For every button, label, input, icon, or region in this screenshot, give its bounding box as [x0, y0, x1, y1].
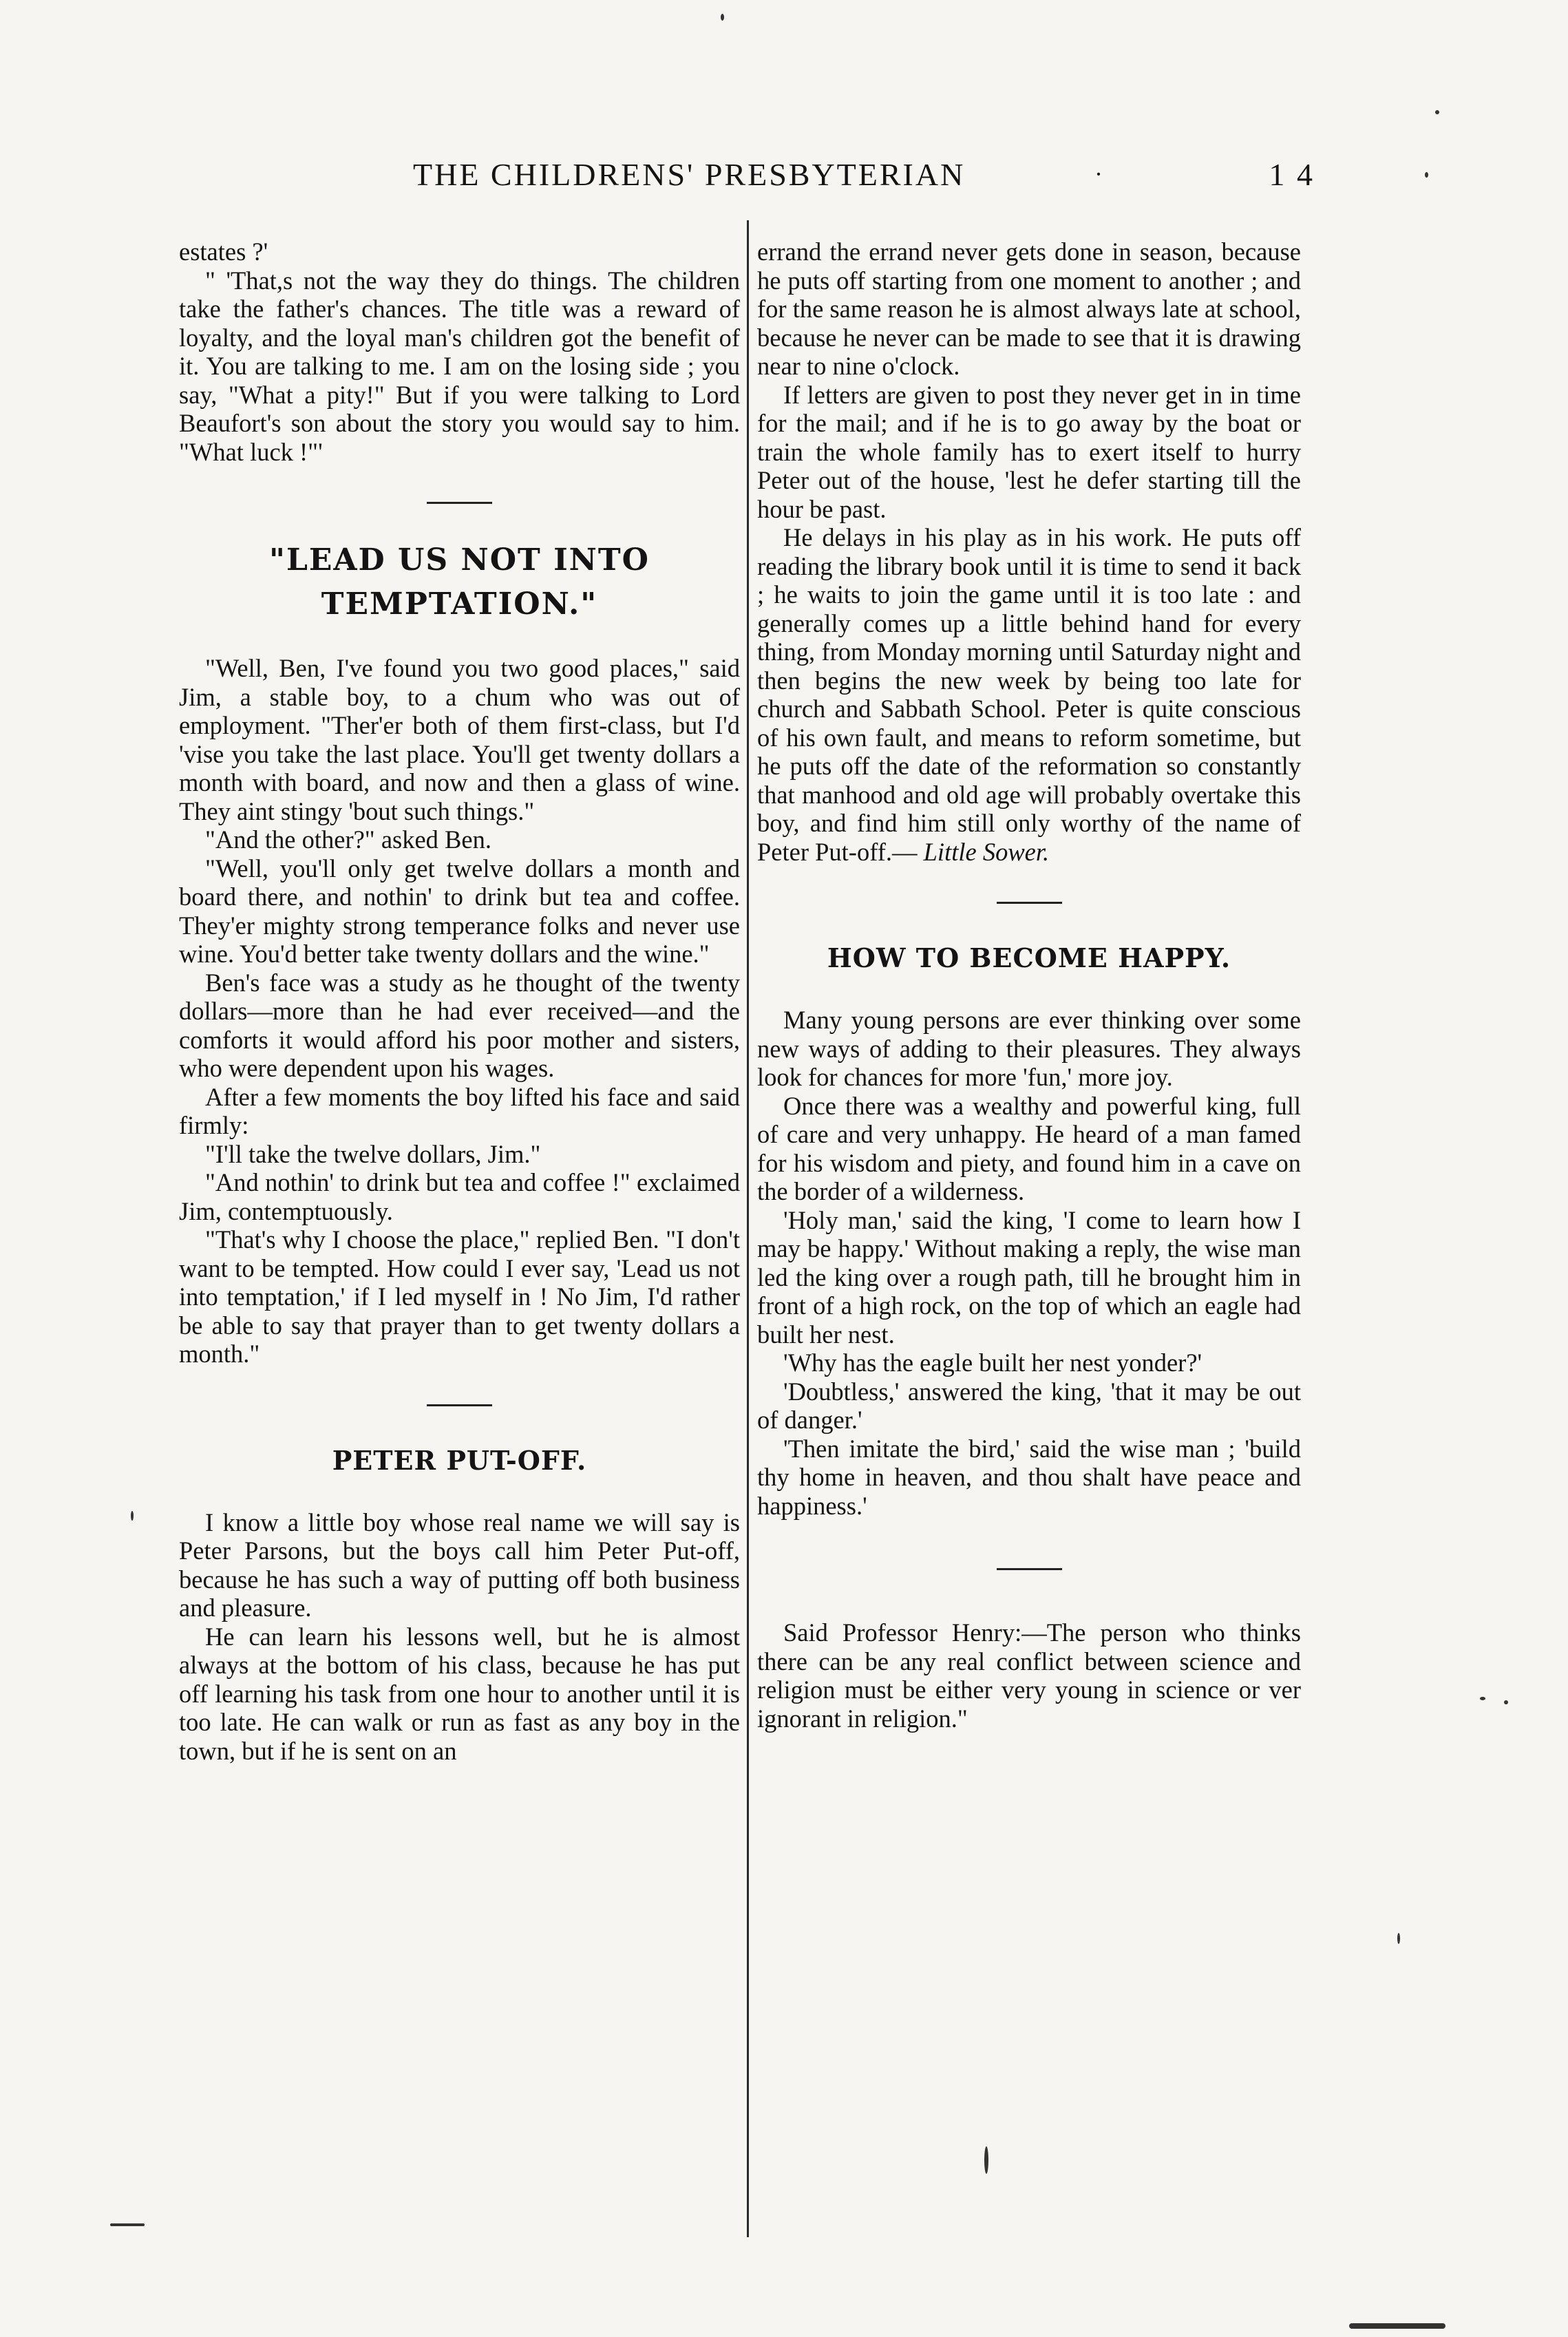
right-column	[757, 237, 1301, 1733]
page-header	[413, 150, 1315, 198]
section-separator	[997, 902, 1062, 904]
paragraph: 'Holy man,' said the king, 'I come to learn how I may be happy.' Without making a reply, the wise man led the king over a rough path, till he brought him in front of a high rock, on the top of which an eagle had built her nest.	[757, 1205, 1301, 1349]
paragraph: "And the other?" asked Ben.	[205, 825, 491, 854]
paragraph	[757, 523, 1301, 866]
header-dot: ·	[1094, 160, 1105, 188]
paragraph: " 'That,s not the way they do things. The children take the father's chances. The title was a reward of loyalty, and the loyal man's children got the benefit of it. You are talking to me. I am on the losing side ; you say, "What a pity!" But if you were talking to Lord Beaufort's son about the story you would say to him. "What luck !"'	[179, 266, 740, 466]
quotation: Said Professor Henry:—The person who thinks there can be any real conflict between science and religion must be either very young in science or ver ignorant in religion."	[757, 1618, 1301, 1733]
paragraph: Once there was a wealthy and powerful king, full of care and very unhappy. He heard of a man famed for his wisdom and piety, and found him in a cave on the border of a wilderness.	[757, 1091, 1301, 1205]
paragraph: "Well, Ben, I've found you two good places," said Jim, a stable boy, to a chum who was out of employment. "Ther'er both of them first-class, but I'd 'vise you take the last place. You'll get twenty dollars a month with board, and now and then a glass of wine. They aint stingy 'bout such things."	[179, 654, 740, 825]
paragraph: 'Doubtless,' answered the king, 'that it may be out of danger.'	[757, 1377, 1301, 1434]
paragraph: Ben's face was a study as he thought of the twenty dollars—more than he had ever received—and the comforts it would afford his poor mother and sisters, who were dependent upon his wages.	[179, 968, 740, 1082]
column-divider	[747, 220, 749, 2237]
section-separator	[427, 502, 492, 504]
paragraph: He can learn his lessons well, but he is almost always at the bottom of his class, because he has put off learning his task from one hour to another until it is too late. He can walk or run as fast as any boy in the town, but if he is sent on an	[179, 1622, 740, 1765]
paragraph: Many young persons are ever thinking over some new ways of adding to their pleasures. They always look for chances for more 'fun,' more joy.	[757, 1006, 1301, 1091]
story-title-how-to-become-happy: HOW TO BECOME HAPPY.	[827, 942, 1231, 973]
section-separator	[997, 1568, 1062, 1570]
paragraph: errand the errand never gets done in season, because he puts off starting from one moment to another ; and for the same reason he is almost always late at school, because he never can be made to see that it is drawing near to nine o'clock.	[757, 237, 1301, 380]
paragraph-text: He delays in his play as in his work. He puts off reading the library book until it is time to send it back ; he waits to join the game until it is too late : and generally comes up a little behind hand for every thing, from Monday morning until Saturday night and then begins the new week by being too late for church and Sabbath School. Peter is quite conscious of his own fault, and means to reform sometime, but he puts off the date of the reformation so constantly that manhood and old age will probably overtake this boy, and find him still only worthy of the name of Peter Put-off.—	[757, 523, 1301, 866]
page-number: 1 4	[1269, 156, 1315, 192]
publication-title: THE CHILDRENS' PRESBYTERIAN	[413, 156, 966, 192]
left-column	[179, 237, 740, 1765]
paragraph: "I'll take the twelve dollars, Jim."	[205, 1139, 541, 1168]
paragraph: "Well, you'll only get twelve dollars a month and board there, and nothin' to drink but tea and coffee. They'er mighty strong temperance folks and never use wine. You'd better take twenty dollars and the wine."	[179, 854, 740, 968]
paragraph: 'Then imitate the bird,' said the wise man ; 'build thy home in heaven, and thou shalt have peace and happiness.'	[757, 1434, 1301, 1520]
paragraph: After a few moments the boy lifted his face and said firmly:	[179, 1082, 740, 1139]
paragraph: estates ?'	[179, 237, 268, 266]
paragraph: "And nothin' to drink but tea and coffee !" exclaimed Jim, contemptuously.	[179, 1168, 740, 1225]
section-separator	[427, 1404, 492, 1406]
paragraph: "That's why I choose the place," replied Ben. "I don't want to be tempted. How could I ever say, 'Lead us not into temptation,' if I led myself in ! No Jim, I'd rather be able to say that prayer than to get twenty dollars a month."	[179, 1225, 740, 1368]
paragraph: I know a little boy whose real name we will say is Peter Parsons, but the boys call him Peter Put-off, because he has such a way of putting off both business and pleasure.	[179, 1508, 740, 1622]
source-attribution: Little Sower.	[923, 837, 1050, 866]
story-title-peter-put-off: PETER PUT-OFF.	[332, 1444, 587, 1476]
story-title-temptation: "LEAD US NOT INTO TEMPTATION."	[269, 542, 650, 622]
paragraph: If letters are given to post they never get in in time for the mail; and if he is to go away by the boat or train the whole family has to exert itself to hurry Peter out of the house, 'lest he defer starting till the hour be past.	[757, 380, 1301, 523]
paragraph: 'Why has the eagle built her nest yonder?'	[783, 1349, 1203, 1377]
